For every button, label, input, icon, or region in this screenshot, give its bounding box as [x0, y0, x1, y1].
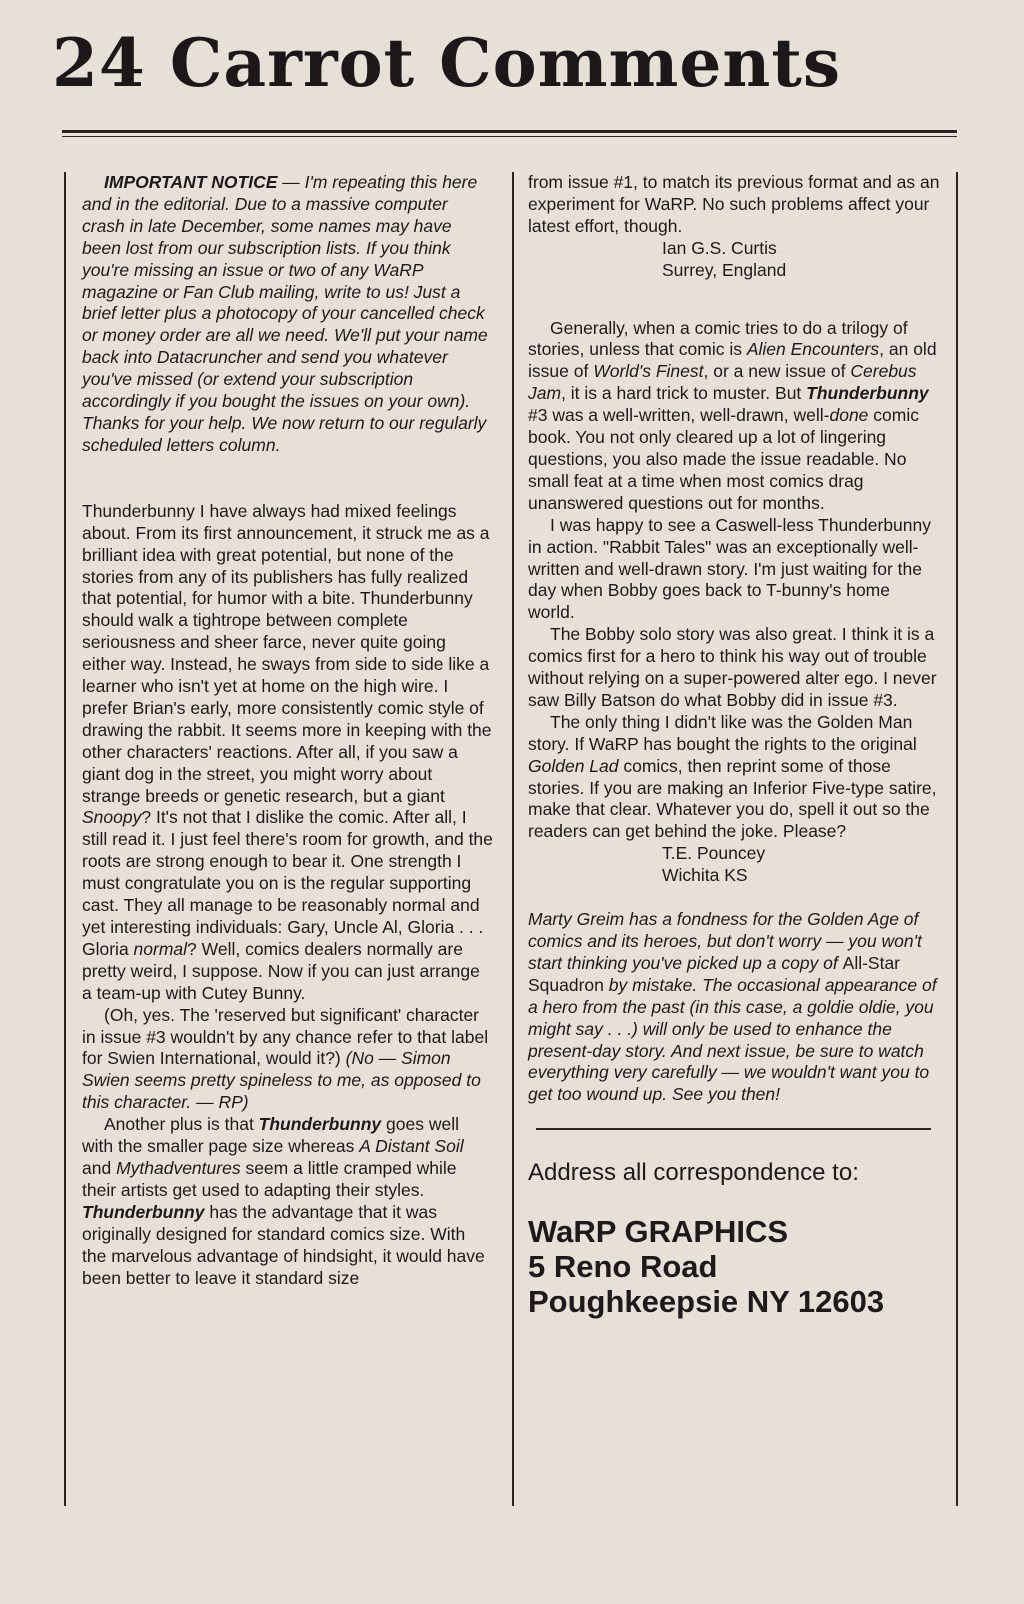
letter1-continued: from issue #1, to match its previous format and as an experiment for WaRP. No such problems affect your latest effort, though. — [528, 172, 940, 236]
left-column — [82, 172, 494, 1289]
letter2-paragraph3: The Bobby solo story was also great. I think it is a comics first for a hero to think his way out of trouble without relying on a super-powered alter ego. I never saw Billy Batson do what Bobby did in issue #3. — [528, 624, 937, 710]
editor-closing: Marty Greim has a fondness for the Golden Age of comics and its heroes, but don't worry — you won't start thinking you've picked up a copy of All-Star Squadron by mistake. The occasional appearance of a hero from the past (in this case, a goldie oldie, you might say . . .) will only be used to enhance the present-day story. And next issue, be sure to watch everything very carefully — we wouldn't want you to get too wound up. See you then! — [528, 909, 937, 1105]
letter2-paragraph1: Generally, when a comic tries to do a trilogy of stories, unless that comic is Alien Encounters, an old issue of World's Finest, or a new issue of Cerebus Jam, it is a hard trick to muster. But Thunderbunny #3 was a well-written, well-drawn, well-done comic book. You not only cleared up a lot of lingering questions, you also made the issue readable. No small feat at a time when most comics drag unanswered questions out for months. — [528, 317, 937, 513]
address-line: 5 Reno Road — [528, 1249, 718, 1285]
letter2-paragraph4: The only thing I didn't like was the Golden Man story. If WaRP has bought the rights to the original Golden Lad comics, then reprint some of those stories. If you are making an Inferior Five-type satire, make that clear. Whatever you do, spell it out so the readers can get behind the joke. Please? — [528, 711, 937, 842]
signature-name: T.E. Pouncey — [662, 843, 766, 864]
address-line: WaRP GRAPHICS — [528, 1214, 789, 1250]
column-divider — [512, 172, 514, 1506]
title-rule-thin — [62, 136, 957, 137]
title-rule — [62, 130, 957, 133]
address-separator — [536, 1128, 931, 1130]
right-border — [956, 172, 958, 1506]
letter2-paragraph2: I was happy to see a Caswell-less Thunderbunny in action. "Rabbit Tales" was an exceptionally well-written and well-drawn story. I'm just waiting for the day when Bobby goes back to T-bunny's home world. — [528, 514, 932, 623]
signature-name: Ian G.S. Curtis — [662, 237, 777, 258]
left-border — [64, 172, 66, 1506]
editor-reply: (No — Simon Swien seems pretty spineless to me, as opposed to this character. — RP) — [82, 1048, 481, 1113]
right-column — [528, 172, 940, 1319]
signature-place: Wichita KS — [662, 865, 748, 886]
important-notice: IMPORTANT NOTICE — I'm repeating this here and in the editorial. Due to a massive computer crash in late December, some names may have been lost from our subscription lists. If you think you're missing an issue or two of any WaRP magazine or Fan Club mailing, write to us! Just a brief letter plus a photocopy of your cancelled check or money order are all we need. We'll put your name back into Datacruncher and send you whatever you've missed (or extend your subscription accordingly if you bought the issues on your own). Thanks for your help. We now return to our regularly scheduled letters column. — [82, 172, 488, 455]
signature-place: Surrey, England — [662, 259, 787, 280]
letter1-paragraph1: Thunderbunny I have always had mixed feelings about. From its first announcement, it struck me as a brilliant idea with great potential, but none of the stories from any of its publishers has fully realized that potential, for humor with a bite. Thunderbunny should walk a tightrope between complete seriousness and sheer farce, never quite going either way. Instead, he sways from side to side like a learner who isn't yet at home on the high wire. I prefer Brian's early, more consistently comic style of drawing the rabbit. It seems more in keeping with the other characters' reactions. After all, if you saw a giant dog in the street, you might worry about strange breeds or genetic research, but a giant Snoopy? It's not that I dislike the comic. After all, I still read it. I just feel there's room for growth, and the roots are strong enough to bear it. One strength I must congratulate you on is the regular supporting cast. They all manage to be reasonably normal and yet interesting individuals: Gary, Uncle Al, Gloria . . . Gloria normal? Well, comics dealers normally are pretty weird, I suppose. Now if you can just arrange a team-up with Cutey Bunny. — [82, 500, 493, 1003]
address-line: Poughkeepsie NY 12603 — [528, 1284, 885, 1320]
address-label: Address all correspondence to: — [528, 1159, 859, 1187]
mailing-address — [528, 1214, 940, 1319]
letter1-paragraph3: Another plus is that Thunderbunny goes well with the smaller page size whereas A Distant Soil and Mythadventures seem a little cramped while their artists get used to adapting their styles. Thunderbunny has the advantage that it was originally designed for standard comics size. With the marvelous advantage of hindsight, it would have been better to leave it standard size — [82, 1114, 485, 1288]
page-title: 24 Carrot Comments — [52, 24, 841, 102]
letter1-paragraph2: (Oh, yes. The 'reserved but significant' character in issue #3 wouldn't by any chance refer to that label for Swien International, would it?) (No — Simon Swien seems pretty spineless to me, as opposed to this character. — RP) — [82, 1004, 489, 1113]
